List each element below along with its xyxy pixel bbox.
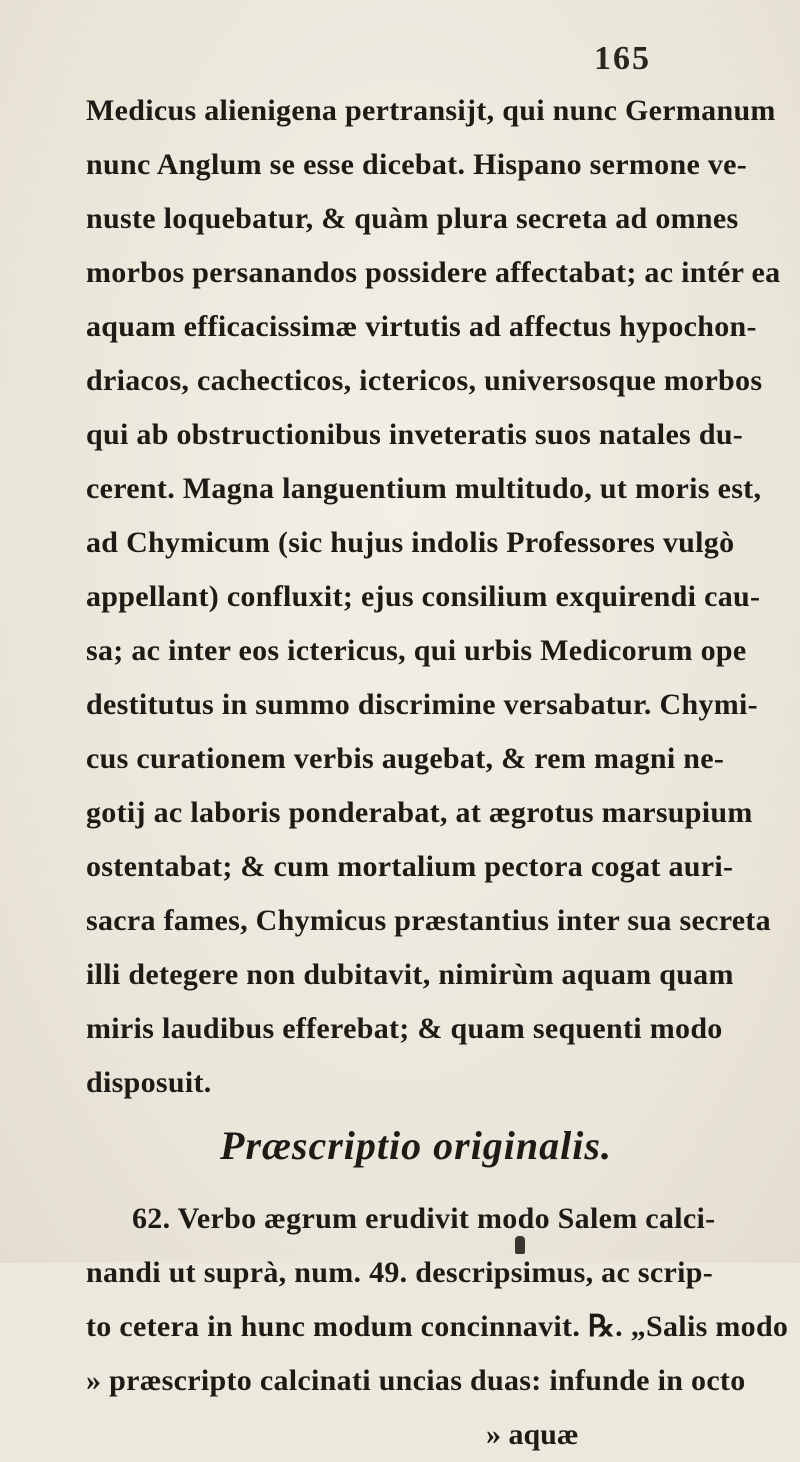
- paragraph-2: [86, 1192, 789, 1408]
- page-number: 165: [594, 40, 651, 77]
- catchword: » aquæ: [486, 1418, 579, 1451]
- text-block: [86, 84, 789, 1462]
- text-line: illi detegere non dubitavit, nimirùm aquam quam: [86, 958, 734, 991]
- text-line: miris laudibus efferebat; & quam sequenti modo: [86, 1012, 723, 1045]
- text-line: nuste loquebatur, & quàm plura secreta ad omnes: [86, 202, 739, 235]
- ink-mark: [515, 1236, 525, 1254]
- heading-spacer: [86, 1182, 706, 1192]
- text-line: morbos persanandos possidere affectabat; ac intér ea: [86, 256, 781, 289]
- paragraph-1: [86, 84, 781, 1110]
- text-line: Medicus alienigena pertransijt, qui nunc Germanum: [86, 94, 776, 127]
- text-line: cerent. Magna languentium multitudo, ut moris est,: [86, 472, 762, 505]
- text-line: nandi ut suprà, num. 49. descripsimus, ac scrip-: [86, 1256, 713, 1289]
- text-line: destitutus in summo discrimine versabatur. Chymi-: [86, 688, 758, 721]
- text-line: sa; ac inter eos ictericus, qui urbis Medicorum ope: [86, 634, 747, 667]
- text-line: to cetera in hunc modum concinnavit. ℞. „Salis modo: [86, 1310, 789, 1343]
- text-line: qui ab obstructionibus inveteratis suos natales du-: [86, 418, 744, 451]
- text-line: aquam efficacissimæ virtutis ad affectus hypochon-: [86, 310, 757, 343]
- text-line: ad Chymicum (sic hujus indolis Professores vulgò: [86, 526, 735, 559]
- text-line: 62. Verbo ægrum erudivit modo Salem calci-: [132, 1202, 716, 1235]
- text-line: cus curationem verbis augebat, & rem magni ne-: [86, 742, 725, 775]
- text-line: sacra fames, Chymicus præstantius inter sua secreta: [86, 904, 771, 937]
- text-line: appellant) confluxit; ejus consilium exquirendi cau-: [86, 580, 761, 613]
- text-line: disposuit.: [86, 1066, 212, 1099]
- text-line: » præscripto calcinati uncias duas: infunde in octo: [86, 1364, 746, 1397]
- text-line: driacos, cachecticos, ictericos, universosque morbos: [86, 364, 763, 397]
- text-line: ostentabat; & cum mortalium pectora cogat auri-: [86, 850, 734, 883]
- text-line: nunc Anglum se esse dicebat. Hispano sermone ve-: [86, 148, 748, 181]
- section-heading: Præscriptio originalis.: [220, 1123, 612, 1168]
- text-line: gotij ac laboris ponderabat, at ægrotus marsupium: [86, 796, 753, 829]
